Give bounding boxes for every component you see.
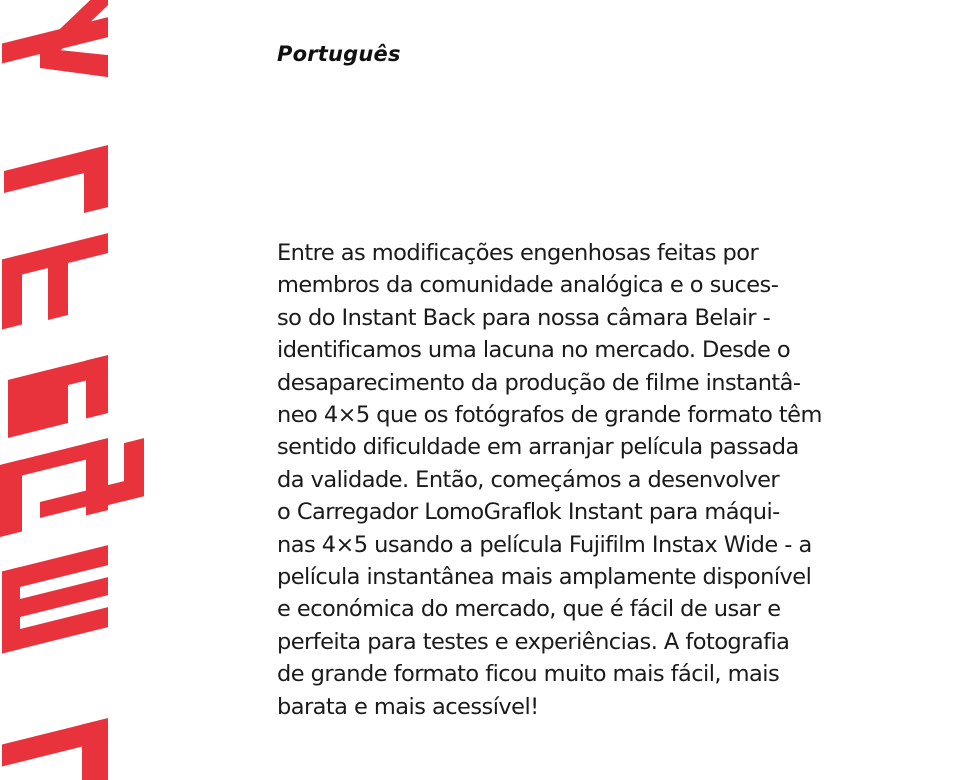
logo-letter-f (2, 233, 108, 331)
logo-letter-l-bottom (2, 718, 108, 780)
article-paragraph: Entre as modificações engenhosas feitas por membros da comunidade analógica e o suces- so do Instant Back para nossa câmara Belair - identificamos uma lacuna no mercado. Desde o desaparecimento da produção de filme instantâ- neo 4×5 que os fotógrafos de grande formato têm sentido dificuldade em arranjar película passada da validade. Então, começámos a desenvolver o Carregador LomoGraflok Instant para máqui- nas 4×5 usando a película Fujifilm Instax Wide - a película instantânea mais amplamente disponível e económica do mercado, que é fácil de usar e perfeita para testes e experiências. A fotografia de grande formato ficou muito mais fácil, mais barata e mais acessível! (277, 240, 822, 720)
language-heading: Português (277, 42, 401, 66)
lomograflok-logo (0, 0, 150, 780)
logo-letter-r (8, 355, 108, 438)
logo-letter-g (0, 429, 144, 537)
logo-letter-l-middle (4, 145, 108, 233)
brand-wordmark (0, 0, 150, 780)
logo-letter-m (2, 545, 108, 653)
logo-letter-k (2, 0, 108, 104)
